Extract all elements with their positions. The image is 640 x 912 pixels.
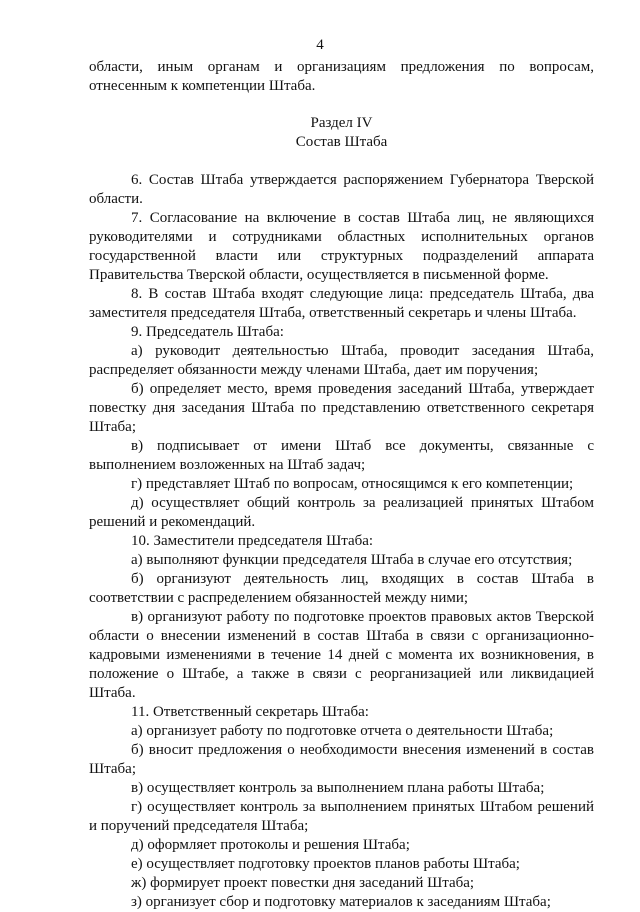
section-number: Раздел IV bbox=[310, 115, 373, 131]
paragraph-11-a: а) организует работу по подготовке отчета о деятельности Штаба; bbox=[131, 723, 554, 739]
paragraph-9-d: д) осуществляет общий контроль за реализацией принятых Штабом решений и рекомендаций. bbox=[89, 495, 594, 530]
paragraph-11-heading: 11. Ответственный секретарь Штаба: bbox=[131, 704, 369, 720]
paragraph-11-b: б) вносит предложения о необходимости внесения изменений в состав Штаба; bbox=[89, 742, 594, 777]
paragraph-7: 7. Согласование на включение в состав Штаба лиц, не являющихся руководителями и сотрудниками областных исполнительных органов государственной власти или структурных подразделений аппарата Правительства Тверской области, осуществляется в письменной форме. bbox=[89, 210, 594, 283]
paragraph-11-zh: ж) формирует проект повестки дня заседаний Штаба; bbox=[131, 875, 475, 891]
paragraph-9-g: г) представляет Штаб по вопросам, относящимся к его компетенции; bbox=[131, 476, 574, 492]
paragraph-6: 6. Состав Штаба утверждается распоряжением Губернатора Тверской области. bbox=[89, 172, 594, 207]
paragraph-10-heading: 10. Заместители председателя Штаба: bbox=[131, 533, 374, 549]
paragraph-11-v: в) осуществляет контроль за выполнением плана работы Штаба; bbox=[131, 780, 545, 796]
section-title: Состав Штаба bbox=[295, 134, 388, 150]
paragraph-9-a: а) руководит деятельностью Штаба, проводит заседания Штаба, распределяет обязанности между членами Штаба, дает им поручения; bbox=[89, 343, 594, 378]
paragraph-11-g: г) осуществляет контроль за выполнением принятых Штабом решений и поручений председателя Штаба; bbox=[89, 799, 594, 834]
page-number: 4 bbox=[316, 37, 324, 53]
intro-continuation: области, иным органам и организациям предложения по вопросам, отнесенным к компетенции Штаба. bbox=[89, 59, 594, 94]
paragraph-10-a: а) выполняют функции председателя Штаба в случае его отсутствия; bbox=[131, 552, 573, 568]
paragraph-10-v: в) организуют работу по подготовке проектов правовых актов Тверской области о внесении изменений в состав Штаба в связи с организационно-кадровыми изменениями в течение 14 дней с момента их возникновения, в положение о Штабе, а также в связи с реорганизацией или ликвидацией Штаба. bbox=[89, 609, 594, 701]
paragraph-9-v: в) подписывает от имени Штаб все документы, связанные с выполнением возложенных на Штаб задач; bbox=[89, 438, 594, 473]
paragraph-11-e: е) осуществляет подготовку проектов планов работы Штаба; bbox=[131, 856, 520, 872]
paragraph-11-d: д) оформляет протоколы и решения Штаба; bbox=[131, 837, 410, 853]
paragraph-9-b: б) определяет место, время проведения заседаний Штаба, утверждает повестку дня заседания Штаба по представлению ответственного секретаря Штаба; bbox=[89, 381, 594, 435]
paragraph-9-heading: 9. Председатель Штаба: bbox=[131, 324, 284, 340]
paragraph-11-z: з) организует сбор и подготовку материалов к заседаниям Штаба; bbox=[131, 894, 551, 910]
document-body bbox=[89, 58, 594, 912]
paragraph-10-b: б) организуют деятельность лиц, входящих в состав Штаба в соответствии с распределением обязанностей между ними; bbox=[89, 571, 594, 606]
paragraph-8: 8. В состав Штаба входят следующие лица: председатель Штаба, два заместителя председателя Штаба, ответственный секретарь и члены Штаба. bbox=[89, 286, 594, 321]
section-heading bbox=[89, 114, 594, 152]
